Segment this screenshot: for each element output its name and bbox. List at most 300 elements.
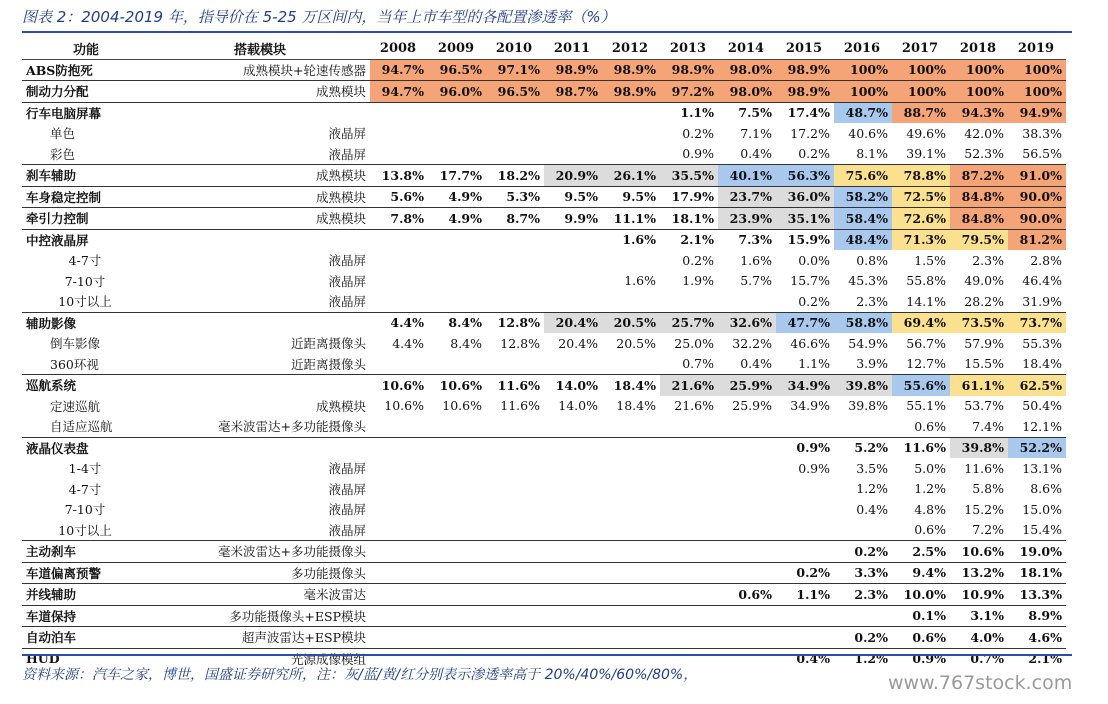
value-cell — [602, 354, 660, 375]
value-cell: 18.1% — [660, 208, 718, 230]
value-cell: 2.3% — [856, 293, 888, 309]
feature-cell: 自适应巡航 — [50, 419, 113, 435]
value-cell: 94.7% — [370, 81, 428, 103]
value-cell — [718, 520, 776, 541]
value-cell: 0.6% — [914, 418, 946, 434]
value-cell: 56.7% — [906, 335, 946, 351]
table-row — [22, 437, 1066, 458]
value-cell: 39.8% — [848, 398, 888, 414]
value-cell — [602, 291, 660, 312]
value-cell — [486, 102, 544, 123]
value-cell: 5.8% — [972, 481, 1004, 497]
value-cell: 10.0% — [892, 584, 950, 606]
value-cell: 1.2% — [834, 648, 892, 669]
header-module: 搭载模块 — [152, 38, 370, 59]
feature-cell: 定速巡航 — [50, 398, 101, 414]
value-cell: 9.4% — [892, 562, 950, 584]
value-cell: 7.5% — [718, 102, 776, 123]
value-cell — [718, 541, 776, 563]
module-cell: 成熟模块 — [315, 398, 366, 414]
value-cell — [834, 520, 892, 541]
value-cell — [544, 144, 602, 165]
table-row — [22, 208, 1066, 230]
value-cell — [370, 250, 428, 271]
value-cell — [544, 520, 602, 541]
value-cell: 20.4% — [558, 335, 598, 351]
feature-cell: 1-4寸 — [68, 461, 102, 477]
value-cell — [428, 250, 486, 271]
value-cell: 8.9% — [1008, 605, 1066, 627]
value-cell — [602, 562, 660, 584]
table-row — [22, 520, 1066, 541]
value-cell — [544, 562, 602, 584]
value-cell: 0.2% — [798, 293, 830, 309]
value-cell: 1.6% — [740, 252, 772, 268]
module-cell: 成熟模块 — [152, 81, 370, 103]
value-cell — [776, 520, 834, 541]
value-cell — [660, 499, 718, 520]
value-cell: 52.3% — [964, 146, 1004, 162]
module-cell: 液晶屏 — [328, 253, 366, 269]
value-cell: 90.0% — [1008, 186, 1066, 208]
value-cell — [370, 605, 428, 627]
value-cell: 56.5% — [1022, 146, 1062, 162]
table-row — [22, 354, 1066, 375]
header-year: 2013 — [660, 38, 718, 59]
value-cell — [486, 627, 544, 649]
value-cell: 94.3% — [950, 102, 1008, 123]
value-cell: 100% — [950, 59, 1008, 81]
value-cell — [428, 479, 486, 500]
value-cell: 1.2% — [856, 481, 888, 497]
module-cell: 液晶屏 — [328, 461, 366, 477]
value-cell: 5.2% — [834, 437, 892, 458]
value-cell — [370, 520, 428, 541]
value-cell — [370, 458, 428, 479]
value-cell: 34.9% — [790, 398, 830, 414]
value-cell: 8.1% — [856, 146, 888, 162]
value-cell: 0.9% — [682, 146, 714, 162]
value-cell: 100% — [950, 81, 1008, 103]
value-cell — [544, 437, 602, 458]
table-row — [22, 81, 1066, 103]
value-cell: 48.4% — [834, 229, 892, 250]
value-cell — [428, 458, 486, 479]
value-cell: 13.8% — [370, 165, 428, 187]
value-cell — [486, 250, 544, 271]
value-cell — [602, 102, 660, 123]
value-cell: 0.9% — [798, 460, 830, 476]
value-cell: 3.9% — [856, 356, 888, 372]
value-cell: 4.8% — [914, 501, 946, 517]
value-cell: 96.5% — [486, 81, 544, 103]
value-cell: 1.6% — [624, 273, 656, 289]
feature-cell: 10寸以上 — [58, 522, 112, 538]
value-cell: 11.6% — [892, 437, 950, 458]
value-cell: 100% — [834, 81, 892, 103]
value-cell — [602, 437, 660, 458]
value-cell: 0.1% — [892, 605, 950, 627]
value-cell: 17.7% — [428, 165, 486, 187]
value-cell: 40.1% — [718, 165, 776, 187]
feature-cell: 巡航系统 — [22, 375, 152, 396]
table-row — [22, 144, 1066, 165]
module-cell — [152, 312, 370, 333]
value-cell: 15.4% — [1022, 522, 1062, 538]
value-cell: 79.5% — [950, 229, 1008, 250]
value-cell — [370, 229, 428, 250]
value-cell — [370, 627, 428, 649]
value-cell: 97.1% — [486, 59, 544, 81]
value-cell — [486, 437, 544, 458]
table-row — [22, 499, 1066, 520]
value-cell — [602, 627, 660, 649]
table-row — [22, 59, 1066, 81]
value-cell — [718, 458, 776, 479]
value-cell: 5.6% — [370, 186, 428, 208]
value-cell: 8.4% — [450, 335, 482, 351]
module-cell — [152, 102, 370, 123]
module-cell: 成熟模块 — [152, 208, 370, 230]
module-cell: 超声波雷达+ESP模块 — [152, 627, 370, 649]
value-cell — [370, 354, 428, 375]
value-cell: 11.6% — [500, 398, 540, 414]
feature-cell: 液晶仪表盘 — [22, 437, 152, 458]
value-cell — [602, 520, 660, 541]
header-year: 2017 — [892, 38, 950, 59]
value-cell — [660, 416, 718, 437]
value-cell — [718, 648, 776, 669]
value-cell: 10.6% — [384, 398, 424, 414]
value-cell: 2.3% — [834, 584, 892, 606]
header-year: 2010 — [486, 38, 544, 59]
value-cell: 20.9% — [544, 165, 602, 187]
header-year: 2008 — [370, 38, 428, 59]
value-cell: 49.6% — [906, 125, 946, 141]
value-cell — [776, 605, 834, 627]
value-cell: 13.2% — [950, 562, 1008, 584]
value-cell — [602, 144, 660, 165]
value-cell: 36.0% — [776, 186, 834, 208]
value-cell: 53.7% — [964, 398, 1004, 414]
value-cell: 12.8% — [486, 312, 544, 333]
value-cell — [602, 541, 660, 563]
value-cell: 0.0% — [798, 252, 830, 268]
figure-title: 图表 2：2004-2019 年，指导价在 5-25 万区间内，当年上市车型的各配置渗透率（%） — [22, 8, 616, 26]
value-cell: 15.7% — [790, 273, 830, 289]
value-cell — [660, 458, 718, 479]
value-cell: 7.8% — [370, 208, 428, 230]
value-cell: 55.8% — [906, 273, 946, 289]
value-cell — [370, 123, 428, 144]
table-row — [22, 229, 1066, 250]
module-cell: 成熟模块+轮速传感器 — [243, 62, 366, 78]
value-cell: 20.4% — [544, 312, 602, 333]
value-cell: 1.1% — [776, 584, 834, 606]
value-cell: 15.5% — [964, 356, 1004, 372]
value-cell: 100% — [834, 59, 892, 81]
table-row — [22, 186, 1066, 208]
value-cell: 46.6% — [790, 335, 830, 351]
module-cell: 液晶屏 — [328, 126, 366, 142]
value-cell: 4.4% — [392, 335, 424, 351]
feature-cell: 倒车影像 — [50, 336, 101, 352]
value-cell: 20.5% — [602, 312, 660, 333]
feature-cell: 7-10寸 — [64, 502, 106, 518]
table-row — [22, 312, 1066, 333]
value-cell: 7.3% — [718, 229, 776, 250]
value-cell: 7.4% — [972, 418, 1004, 434]
feature-cell: 车身稳定控制 — [22, 186, 152, 208]
module-cell: 液晶屏 — [328, 146, 366, 162]
value-cell: 0.9% — [892, 648, 950, 669]
value-cell: 2.1% — [660, 229, 718, 250]
value-cell — [428, 627, 486, 649]
value-cell: 10.6% — [442, 398, 482, 414]
value-cell — [370, 562, 428, 584]
value-cell: 11.6% — [964, 460, 1004, 476]
value-cell: 31.9% — [1022, 293, 1062, 309]
table-row — [22, 479, 1066, 500]
value-cell — [660, 605, 718, 627]
value-cell: 56.3% — [776, 165, 834, 187]
value-cell: 0.6% — [892, 627, 950, 649]
value-cell — [370, 416, 428, 437]
value-cell: 10.9% — [950, 584, 1008, 606]
value-cell: 84.8% — [950, 186, 1008, 208]
value-cell — [370, 102, 428, 123]
value-cell: 98.0% — [718, 59, 776, 81]
value-cell: 23.7% — [718, 186, 776, 208]
value-cell: 3.1% — [950, 605, 1008, 627]
value-cell: 5.3% — [486, 186, 544, 208]
value-cell: 34.9% — [776, 375, 834, 396]
value-cell: 21.6% — [660, 375, 718, 396]
value-cell: 94.9% — [1008, 102, 1066, 123]
value-cell: 62.5% — [1008, 375, 1066, 396]
value-cell — [776, 416, 834, 437]
value-cell — [602, 605, 660, 627]
module-cell: 近距离摄像头 — [290, 356, 366, 372]
value-cell — [486, 291, 544, 312]
value-cell: 4.9% — [428, 186, 486, 208]
feature-cell: 刹车辅助 — [22, 165, 152, 187]
value-cell — [718, 605, 776, 627]
value-cell: 58.2% — [834, 186, 892, 208]
value-cell: 98.9% — [602, 81, 660, 103]
value-cell — [486, 144, 544, 165]
header-year: 2016 — [834, 38, 892, 59]
value-cell — [718, 437, 776, 458]
value-cell: 55.3% — [1022, 335, 1062, 351]
value-cell — [428, 541, 486, 563]
value-cell: 49.0% — [964, 273, 1004, 289]
value-cell: 0.6% — [718, 584, 776, 606]
value-cell — [660, 479, 718, 500]
value-cell: 100% — [1008, 59, 1066, 81]
top-rule — [22, 31, 1072, 33]
value-cell — [428, 437, 486, 458]
module-cell: 液晶屏 — [328, 502, 366, 518]
value-cell — [660, 520, 718, 541]
value-cell — [486, 499, 544, 520]
value-cell: 2.1% — [1008, 648, 1066, 669]
module-cell: 液晶屏 — [328, 481, 366, 497]
value-cell — [602, 584, 660, 606]
value-cell — [544, 102, 602, 123]
value-cell — [370, 584, 428, 606]
feature-cell: 10寸以上 — [58, 294, 112, 310]
value-cell: 12.7% — [906, 356, 946, 372]
value-cell: 12.1% — [1022, 418, 1062, 434]
value-cell — [718, 416, 776, 437]
value-cell: 39.8% — [834, 375, 892, 396]
value-cell: 1.5% — [914, 252, 946, 268]
value-cell — [486, 541, 544, 563]
value-cell — [486, 605, 544, 627]
value-cell: 17.2% — [790, 125, 830, 141]
value-cell: 0.8% — [856, 252, 888, 268]
value-cell — [544, 458, 602, 479]
value-cell — [370, 541, 428, 563]
value-cell — [544, 291, 602, 312]
feature-cell: 彩色 — [50, 146, 76, 162]
value-cell — [544, 229, 602, 250]
value-cell — [370, 479, 428, 500]
value-cell: 25.0% — [674, 335, 714, 351]
value-cell: 61.1% — [950, 375, 1008, 396]
table-row — [22, 416, 1066, 437]
value-cell — [428, 562, 486, 584]
value-cell: 0.2% — [834, 627, 892, 649]
value-cell — [486, 123, 544, 144]
module-cell: 液晶屏 — [328, 294, 366, 310]
value-cell: 5.0% — [914, 460, 946, 476]
value-cell: 78.8% — [892, 165, 950, 187]
value-cell: 35.5% — [660, 165, 718, 187]
value-cell: 14.0% — [544, 375, 602, 396]
value-cell: 0.7% — [682, 356, 714, 372]
value-cell: 23.9% — [718, 208, 776, 230]
value-cell — [486, 562, 544, 584]
value-cell: 25.9% — [732, 398, 772, 414]
value-cell — [718, 627, 776, 649]
header-year: 2018 — [950, 38, 1008, 59]
value-cell: 2.3% — [972, 252, 1004, 268]
value-cell — [776, 479, 834, 500]
value-cell: 0.4% — [740, 356, 772, 372]
value-cell: 18.4% — [1022, 356, 1062, 372]
value-cell: 18.2% — [486, 165, 544, 187]
value-cell — [660, 627, 718, 649]
value-cell — [602, 458, 660, 479]
value-cell: 2.8% — [1030, 252, 1062, 268]
value-cell — [486, 271, 544, 292]
value-cell: 4.4% — [370, 312, 428, 333]
header-year: 2009 — [428, 38, 486, 59]
value-cell — [544, 250, 602, 271]
table-row — [22, 627, 1066, 649]
table-row — [22, 562, 1066, 584]
value-cell: 0.2% — [682, 125, 714, 141]
value-cell — [370, 437, 428, 458]
value-cell — [486, 354, 544, 375]
value-cell: 10.6% — [950, 541, 1008, 563]
value-cell — [776, 627, 834, 649]
value-cell: 13.1% — [1022, 460, 1062, 476]
value-cell: 28.2% — [964, 293, 1004, 309]
module-cell: 多功能摄像头 — [152, 562, 370, 584]
value-cell: 42.0% — [964, 125, 1004, 141]
module-cell — [152, 229, 370, 250]
value-cell — [718, 562, 776, 584]
value-cell: 98.0% — [718, 81, 776, 103]
value-cell: 8.6% — [1030, 481, 1062, 497]
value-cell: 55.1% — [906, 398, 946, 414]
feature-cell: 4-7寸 — [68, 481, 102, 497]
value-cell: 13.3% — [1008, 584, 1066, 606]
value-cell — [428, 584, 486, 606]
module-cell: 液晶屏 — [328, 273, 366, 289]
module-cell — [152, 437, 370, 458]
value-cell — [776, 499, 834, 520]
value-cell: 4.6% — [1008, 627, 1066, 649]
value-cell — [486, 479, 544, 500]
value-cell: 21.6% — [674, 398, 714, 414]
value-cell: 8.7% — [486, 208, 544, 230]
table-row — [22, 102, 1066, 123]
value-cell: 9.5% — [602, 186, 660, 208]
value-cell — [834, 416, 892, 437]
table-row — [22, 541, 1066, 563]
value-cell: 4.0% — [950, 627, 1008, 649]
value-cell: 11.6% — [486, 375, 544, 396]
value-cell: 50.4% — [1022, 398, 1062, 414]
value-cell — [544, 627, 602, 649]
value-cell — [428, 144, 486, 165]
table-row — [22, 584, 1066, 606]
value-cell: 20.5% — [616, 335, 656, 351]
value-cell — [544, 584, 602, 606]
value-cell — [660, 437, 718, 458]
value-cell — [428, 271, 486, 292]
value-cell — [370, 144, 428, 165]
value-cell: 0.9% — [776, 437, 834, 458]
value-cell: 4.9% — [428, 208, 486, 230]
value-cell: 73.5% — [950, 312, 1008, 333]
value-cell: 38.3% — [1022, 125, 1062, 141]
value-cell: 98.9% — [660, 59, 718, 81]
value-cell — [544, 605, 602, 627]
value-cell: 1.6% — [602, 229, 660, 250]
value-cell — [602, 416, 660, 437]
header-year: 2015 — [776, 38, 834, 59]
value-cell — [428, 291, 486, 312]
value-cell — [718, 291, 776, 312]
value-cell: 45.3% — [848, 273, 888, 289]
feature-cell: 牵引力控制 — [22, 208, 152, 230]
value-cell — [660, 584, 718, 606]
value-cell — [718, 479, 776, 500]
value-cell — [486, 416, 544, 437]
value-cell: 91.0% — [1008, 165, 1066, 187]
value-cell: 25.7% — [660, 312, 718, 333]
header-year: 2014 — [718, 38, 776, 59]
value-cell — [428, 354, 486, 375]
value-cell — [718, 499, 776, 520]
value-cell: 55.6% — [892, 375, 950, 396]
feature-cell: 360环视 — [50, 356, 99, 372]
